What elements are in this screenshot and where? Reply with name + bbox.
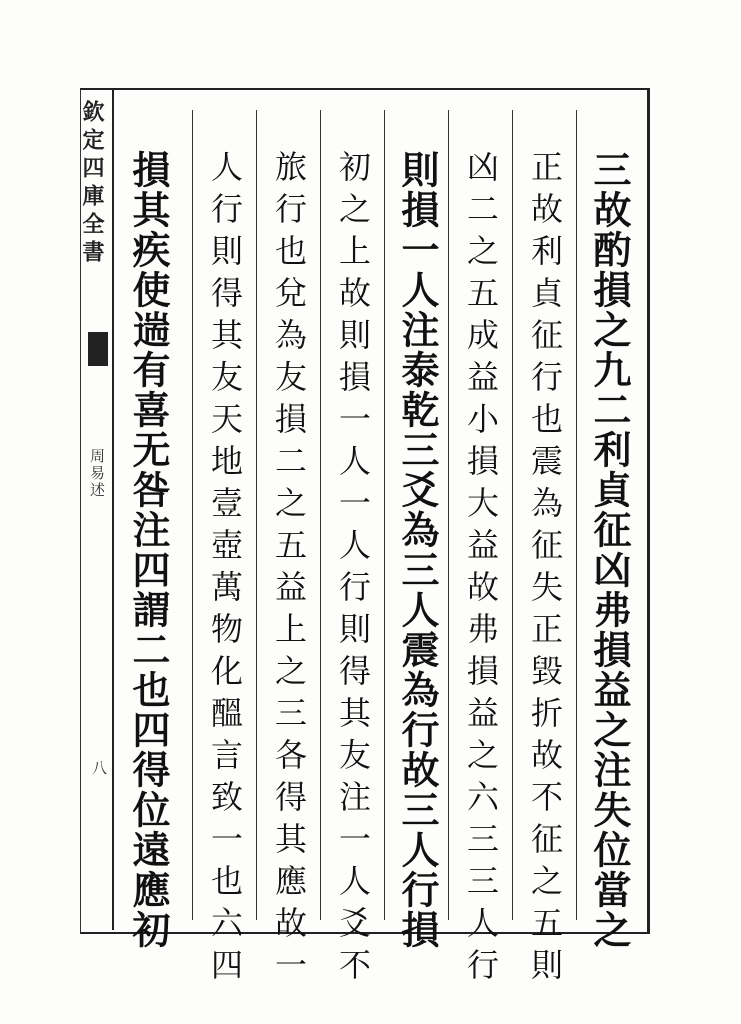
column-text: 初之上故則損一人一人行則得其友注一人爻不 [334, 150, 372, 990]
text-column-7 [192, 110, 257, 990]
text-column-1 [576, 110, 641, 950]
text-column-2 [512, 110, 577, 990]
column-text: 正故利貞征行也震為征失正毀折故不征之五則 [526, 150, 564, 990]
text-column-3 [448, 110, 513, 990]
column-text: 則損一人注泰乾三爻為三人震為行故三人行損 [395, 150, 440, 950]
column-text: 損其疾使遄有喜无咎注四謂二也四得位遠應初 [126, 150, 171, 950]
text-column-5 [320, 110, 385, 990]
margin-page-number: 八 [90, 760, 108, 775]
column-text: 凶二之五成益小損大益故弗損益之六三三人行 [462, 150, 500, 990]
text-column-8 [116, 110, 180, 950]
text-column-6 [256, 110, 321, 990]
column-text: 旅行也兌為友損二之五益上之三各得其應故一 [270, 150, 308, 990]
column-text: 人行則得其友天地壹壺萬物化醞言致一也六四 [206, 150, 244, 990]
margin-book-title: 欽定四庫全書 [79, 100, 105, 268]
text-column-4 [384, 110, 449, 950]
column-text: 三故酌損之九二利貞征凶弗損益之注失位當之 [587, 150, 632, 950]
margin-subtitle: 周易述 [88, 448, 106, 499]
fishtail-mark [88, 332, 108, 366]
